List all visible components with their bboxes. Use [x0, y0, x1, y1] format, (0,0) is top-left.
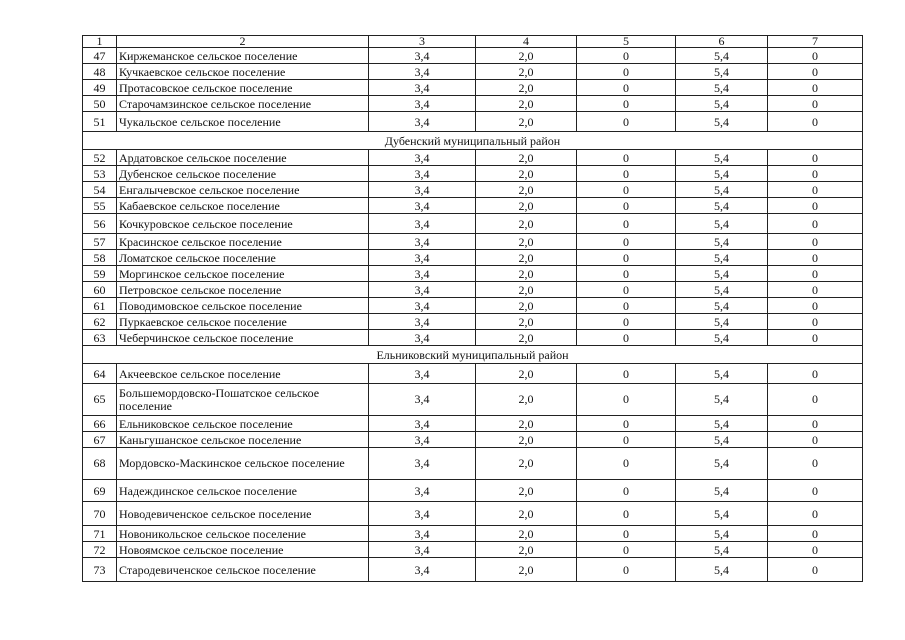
- value-col-5: 0: [577, 214, 676, 234]
- value-col-7: 0: [768, 502, 863, 526]
- section-header-row: [83, 346, 863, 364]
- column-header-1: 1: [83, 36, 117, 48]
- value-col-3: 3,4: [369, 416, 476, 432]
- value-col-6: 5,4: [676, 182, 768, 198]
- value-col-3: 3,4: [369, 198, 476, 214]
- value-col-3: 3,4: [369, 502, 476, 526]
- table-row: [83, 502, 863, 526]
- value-col-3: 3,4: [369, 330, 476, 346]
- row-number: 71: [83, 526, 117, 542]
- row-number: 48: [83, 64, 117, 80]
- settlement-name: Стародевиченское сельское поселение: [117, 558, 369, 582]
- table-header-row: [83, 36, 863, 48]
- value-col-4: 2,0: [476, 298, 577, 314]
- value-col-5: 0: [577, 558, 676, 582]
- value-col-5: 0: [577, 80, 676, 96]
- value-col-6: 5,4: [676, 314, 768, 330]
- value-col-6: 5,4: [676, 298, 768, 314]
- table-row: [83, 416, 863, 432]
- table-row: [83, 48, 863, 64]
- table-row: [83, 214, 863, 234]
- value-col-7: 0: [768, 266, 863, 282]
- row-number: 69: [83, 480, 117, 502]
- value-col-4: 2,0: [476, 48, 577, 64]
- value-col-4: 2,0: [476, 96, 577, 112]
- value-col-5: 0: [577, 448, 676, 480]
- value-col-6: 5,4: [676, 166, 768, 182]
- value-col-3: 3,4: [369, 112, 476, 132]
- value-col-3: 3,4: [369, 298, 476, 314]
- settlement-name: Протасовское сельское поселение: [117, 80, 369, 96]
- settlement-name: Каньгушанское сельское поселение: [117, 432, 369, 448]
- row-number: 51: [83, 112, 117, 132]
- value-col-7: 0: [768, 166, 863, 182]
- column-header-2: 2: [117, 36, 369, 48]
- value-col-4: 2,0: [476, 480, 577, 502]
- value-col-7: 0: [768, 542, 863, 558]
- table-row: [83, 112, 863, 132]
- value-col-4: 2,0: [476, 448, 577, 480]
- value-col-4: 2,0: [476, 150, 577, 166]
- value-col-3: 3,4: [369, 80, 476, 96]
- row-number: 55: [83, 198, 117, 214]
- row-number: 65: [83, 384, 117, 416]
- settlement-name: Кочкуровское сельское поселение: [117, 214, 369, 234]
- value-col-7: 0: [768, 150, 863, 166]
- value-col-4: 2,0: [476, 214, 577, 234]
- value-col-3: 3,4: [369, 432, 476, 448]
- settlement-name: Дубенское сельское поселение: [117, 166, 369, 182]
- value-col-5: 0: [577, 282, 676, 298]
- value-col-6: 5,4: [676, 432, 768, 448]
- value-col-3: 3,4: [369, 558, 476, 582]
- value-col-7: 0: [768, 480, 863, 502]
- settlement-name: Ельниковское сельское поселение: [117, 416, 369, 432]
- value-col-7: 0: [768, 432, 863, 448]
- settlement-name: Киржеманское сельское поселение: [117, 48, 369, 64]
- row-number: 59: [83, 266, 117, 282]
- value-col-4: 2,0: [476, 384, 577, 416]
- value-col-7: 0: [768, 298, 863, 314]
- value-col-5: 0: [577, 480, 676, 502]
- value-col-5: 0: [577, 198, 676, 214]
- settlement-name: Новодевиченское сельское поселение: [117, 502, 369, 526]
- value-col-6: 5,4: [676, 64, 768, 80]
- value-col-6: 5,4: [676, 150, 768, 166]
- value-col-7: 0: [768, 448, 863, 480]
- value-col-6: 5,4: [676, 364, 768, 384]
- district-title-dubenskiy: Дубенский муниципальный район: [83, 132, 863, 150]
- value-col-4: 2,0: [476, 542, 577, 558]
- value-col-4: 2,0: [476, 558, 577, 582]
- value-col-4: 2,0: [476, 234, 577, 250]
- settlement-name: Ардатовское сельское поселение: [117, 150, 369, 166]
- settlement-name: Надеждинское сельское поселение: [117, 480, 369, 502]
- table-row: [83, 542, 863, 558]
- settlement-name: Акчеевское сельское поселение: [117, 364, 369, 384]
- row-number: 66: [83, 416, 117, 432]
- table-row: [83, 526, 863, 542]
- settlement-name: Старочамзинское сельское поселение: [117, 96, 369, 112]
- value-col-5: 0: [577, 330, 676, 346]
- value-col-5: 0: [577, 542, 676, 558]
- value-col-6: 5,4: [676, 480, 768, 502]
- value-col-5: 0: [577, 250, 676, 266]
- value-col-4: 2,0: [476, 330, 577, 346]
- value-col-3: 3,4: [369, 250, 476, 266]
- value-col-3: 3,4: [369, 542, 476, 558]
- value-col-4: 2,0: [476, 112, 577, 132]
- value-col-7: 0: [768, 96, 863, 112]
- settlement-rates-table: [82, 35, 863, 582]
- column-header-5: 5: [577, 36, 676, 48]
- value-col-4: 2,0: [476, 502, 577, 526]
- value-col-5: 0: [577, 266, 676, 282]
- settlement-name: Мордовско-Маскинское сельское поселение: [117, 448, 369, 480]
- value-col-5: 0: [577, 526, 676, 542]
- value-col-6: 5,4: [676, 214, 768, 234]
- value-col-6: 5,4: [676, 330, 768, 346]
- value-col-4: 2,0: [476, 80, 577, 96]
- table-row: [83, 364, 863, 384]
- value-col-3: 3,4: [369, 480, 476, 502]
- table-row: [83, 384, 863, 416]
- value-col-4: 2,0: [476, 166, 577, 182]
- settlement-name: Моргинское сельское поселение: [117, 266, 369, 282]
- section-header-row: [83, 132, 863, 150]
- table-row: [83, 314, 863, 330]
- value-col-3: 3,4: [369, 166, 476, 182]
- value-col-4: 2,0: [476, 64, 577, 80]
- value-col-6: 5,4: [676, 558, 768, 582]
- settlement-name: Ломатское сельское поселение: [117, 250, 369, 266]
- value-col-5: 0: [577, 182, 676, 198]
- value-col-7: 0: [768, 198, 863, 214]
- value-col-4: 2,0: [476, 526, 577, 542]
- value-col-3: 3,4: [369, 182, 476, 198]
- value-col-7: 0: [768, 234, 863, 250]
- table-row: [83, 250, 863, 266]
- settlement-name: Новоникольское сельское поселение: [117, 526, 369, 542]
- value-col-6: 5,4: [676, 448, 768, 480]
- value-col-6: 5,4: [676, 234, 768, 250]
- value-col-5: 0: [577, 234, 676, 250]
- value-col-7: 0: [768, 48, 863, 64]
- value-col-6: 5,4: [676, 502, 768, 526]
- value-col-6: 5,4: [676, 250, 768, 266]
- column-header-6: 6: [676, 36, 768, 48]
- table-row: [83, 480, 863, 502]
- value-col-3: 3,4: [369, 526, 476, 542]
- settlement-name: Кучкаевское сельское поселение: [117, 64, 369, 80]
- value-col-7: 0: [768, 384, 863, 416]
- value-col-7: 0: [768, 526, 863, 542]
- row-number: 72: [83, 542, 117, 558]
- value-col-6: 5,4: [676, 526, 768, 542]
- row-number: 54: [83, 182, 117, 198]
- value-col-5: 0: [577, 416, 676, 432]
- table-row: [83, 558, 863, 582]
- value-col-3: 3,4: [369, 364, 476, 384]
- column-header-7: 7: [768, 36, 863, 48]
- table-row: [83, 448, 863, 480]
- table-row: [83, 432, 863, 448]
- table-row: [83, 96, 863, 112]
- table-row: [83, 198, 863, 214]
- district-title-elnikovskiy: Ельниковский муниципальный район: [83, 346, 863, 364]
- value-col-4: 2,0: [476, 266, 577, 282]
- value-col-3: 3,4: [369, 96, 476, 112]
- value-col-5: 0: [577, 96, 676, 112]
- value-col-7: 0: [768, 182, 863, 198]
- value-col-7: 0: [768, 330, 863, 346]
- value-col-7: 0: [768, 80, 863, 96]
- table-row: [83, 266, 863, 282]
- value-col-5: 0: [577, 64, 676, 80]
- settlement-name: Чеберчинское сельское поселение: [117, 330, 369, 346]
- row-number: 52: [83, 150, 117, 166]
- row-number: 61: [83, 298, 117, 314]
- value-col-3: 3,4: [369, 384, 476, 416]
- value-col-7: 0: [768, 558, 863, 582]
- value-col-4: 2,0: [476, 282, 577, 298]
- value-col-6: 5,4: [676, 80, 768, 96]
- row-number: 67: [83, 432, 117, 448]
- value-col-3: 3,4: [369, 266, 476, 282]
- row-number: 58: [83, 250, 117, 266]
- settlement-name: Большемордовско-Пошатское сельское поселение: [117, 384, 369, 416]
- value-col-6: 5,4: [676, 96, 768, 112]
- row-number: 50: [83, 96, 117, 112]
- value-col-5: 0: [577, 432, 676, 448]
- settlement-name: Петровское сельское поселение: [117, 282, 369, 298]
- value-col-3: 3,4: [369, 448, 476, 480]
- row-number: 63: [83, 330, 117, 346]
- settlement-name: Новоямское сельское поселение: [117, 542, 369, 558]
- value-col-5: 0: [577, 112, 676, 132]
- value-col-7: 0: [768, 64, 863, 80]
- table-row: [83, 80, 863, 96]
- value-col-7: 0: [768, 112, 863, 132]
- column-header-4: 4: [476, 36, 577, 48]
- row-number: 60: [83, 282, 117, 298]
- value-col-6: 5,4: [676, 48, 768, 64]
- value-col-3: 3,4: [369, 64, 476, 80]
- value-col-6: 5,4: [676, 282, 768, 298]
- table-row: [83, 282, 863, 298]
- row-number: 56: [83, 214, 117, 234]
- value-col-4: 2,0: [476, 250, 577, 266]
- row-number: 64: [83, 364, 117, 384]
- value-col-3: 3,4: [369, 48, 476, 64]
- value-col-6: 5,4: [676, 266, 768, 282]
- row-number: 49: [83, 80, 117, 96]
- table-row: [83, 182, 863, 198]
- settlement-name: Пуркаевское сельское поселение: [117, 314, 369, 330]
- value-col-7: 0: [768, 250, 863, 266]
- table-row: [83, 64, 863, 80]
- value-col-4: 2,0: [476, 432, 577, 448]
- table-row: [83, 330, 863, 346]
- value-col-6: 5,4: [676, 112, 768, 132]
- value-col-7: 0: [768, 282, 863, 298]
- row-number: 47: [83, 48, 117, 64]
- document-page: [82, 35, 862, 582]
- settlement-name: Енгалычевское сельское поселение: [117, 182, 369, 198]
- value-col-7: 0: [768, 416, 863, 432]
- table-row: [83, 234, 863, 250]
- value-col-5: 0: [577, 150, 676, 166]
- value-col-6: 5,4: [676, 198, 768, 214]
- row-number: 57: [83, 234, 117, 250]
- value-col-7: 0: [768, 364, 863, 384]
- settlement-name: Кабаевское сельское поселение: [117, 198, 369, 214]
- value-col-3: 3,4: [369, 282, 476, 298]
- value-col-5: 0: [577, 314, 676, 330]
- value-col-7: 0: [768, 314, 863, 330]
- value-col-5: 0: [577, 298, 676, 314]
- table-row: [83, 166, 863, 182]
- value-col-4: 2,0: [476, 364, 577, 384]
- row-number: 68: [83, 448, 117, 480]
- value-col-4: 2,0: [476, 416, 577, 432]
- value-col-3: 3,4: [369, 214, 476, 234]
- value-col-5: 0: [577, 166, 676, 182]
- value-col-6: 5,4: [676, 384, 768, 416]
- settlement-name: Поводимовское сельское поселение: [117, 298, 369, 314]
- table-row: [83, 150, 863, 166]
- value-col-5: 0: [577, 384, 676, 416]
- settlement-name: Чукальское сельское поселение: [117, 112, 369, 132]
- value-col-4: 2,0: [476, 198, 577, 214]
- row-number: 70: [83, 502, 117, 526]
- value-col-5: 0: [577, 364, 676, 384]
- value-col-6: 5,4: [676, 542, 768, 558]
- row-number: 62: [83, 314, 117, 330]
- settlement-name: Красинское сельское поселение: [117, 234, 369, 250]
- table-row: [83, 298, 863, 314]
- row-number: 73: [83, 558, 117, 582]
- value-col-5: 0: [577, 502, 676, 526]
- value-col-4: 2,0: [476, 314, 577, 330]
- row-number: 53: [83, 166, 117, 182]
- value-col-5: 0: [577, 48, 676, 64]
- value-col-7: 0: [768, 214, 863, 234]
- value-col-3: 3,4: [369, 150, 476, 166]
- value-col-3: 3,4: [369, 234, 476, 250]
- value-col-3: 3,4: [369, 314, 476, 330]
- value-col-4: 2,0: [476, 182, 577, 198]
- column-header-3: 3: [369, 36, 476, 48]
- value-col-6: 5,4: [676, 416, 768, 432]
